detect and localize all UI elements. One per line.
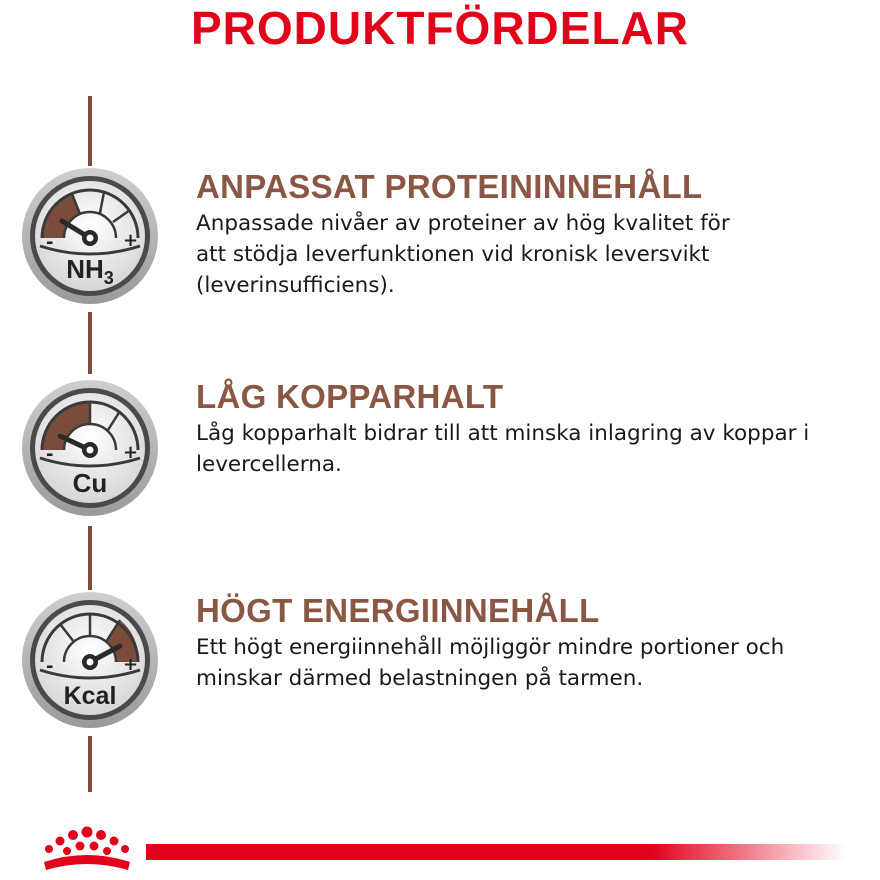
- footer-line: [146, 844, 846, 860]
- gauge-label-subscript: 3: [103, 268, 114, 288]
- benefit-description: [196, 208, 866, 301]
- connector-line: [88, 526, 92, 590]
- benefit-line: levercellerna.: [196, 452, 342, 477]
- gauge-label: Kcal: [63, 682, 117, 710]
- gauge-minus: -: [46, 232, 54, 253]
- ammonia-gauge-icon: [20, 166, 160, 306]
- connector-line: [88, 736, 92, 792]
- benefit-line: (leverinsufficiens).: [196, 273, 395, 298]
- gauge-minus: -: [46, 444, 54, 465]
- page-title: PRODUKTFÖRDELAR: [191, 2, 689, 54]
- gauge-label: NH: [66, 254, 104, 284]
- gauge-minus: -: [46, 656, 54, 677]
- benefit-description: [196, 632, 866, 694]
- benefit-copper: [196, 378, 866, 480]
- gauge-plus: +: [123, 442, 139, 463]
- kcal-gauge-icon: [20, 590, 160, 730]
- benefit-line: Anpassade nivåer av proteiner av hög kvalitet för: [196, 211, 730, 236]
- benefit-heading: ANPASSAT PROTEININNEHÅLL: [196, 168, 703, 205]
- benefit-description: [196, 418, 866, 480]
- gauge-plus: +: [123, 654, 139, 675]
- connector-line: [88, 312, 92, 374]
- benefit-heading: LÅG KOPPARHALT: [196, 378, 504, 415]
- gauge-label: Cu: [72, 468, 108, 498]
- benefit-line: att stödja leverfunktionen vid kronisk leversvikt: [196, 242, 710, 267]
- benefit-energy: [196, 592, 866, 694]
- benefit-line: Låg kopparhalt bidrar till att minska inlagring av koppar i: [196, 421, 810, 446]
- royal-canin-crown-logo: [36, 826, 138, 880]
- copper-gauge-icon: [20, 378, 160, 518]
- benefit-protein: [196, 168, 866, 301]
- gauge-plus: +: [123, 230, 139, 251]
- benefit-line: minskar därmed belastningen på tarmen.: [196, 666, 644, 691]
- benefit-line: Ett högt energiinnehåll möjliggör mindre portioner och: [196, 635, 785, 660]
- benefit-heading: HÖGT ENERGIINNEHÅLL: [196, 592, 600, 629]
- connector-line: [88, 96, 92, 166]
